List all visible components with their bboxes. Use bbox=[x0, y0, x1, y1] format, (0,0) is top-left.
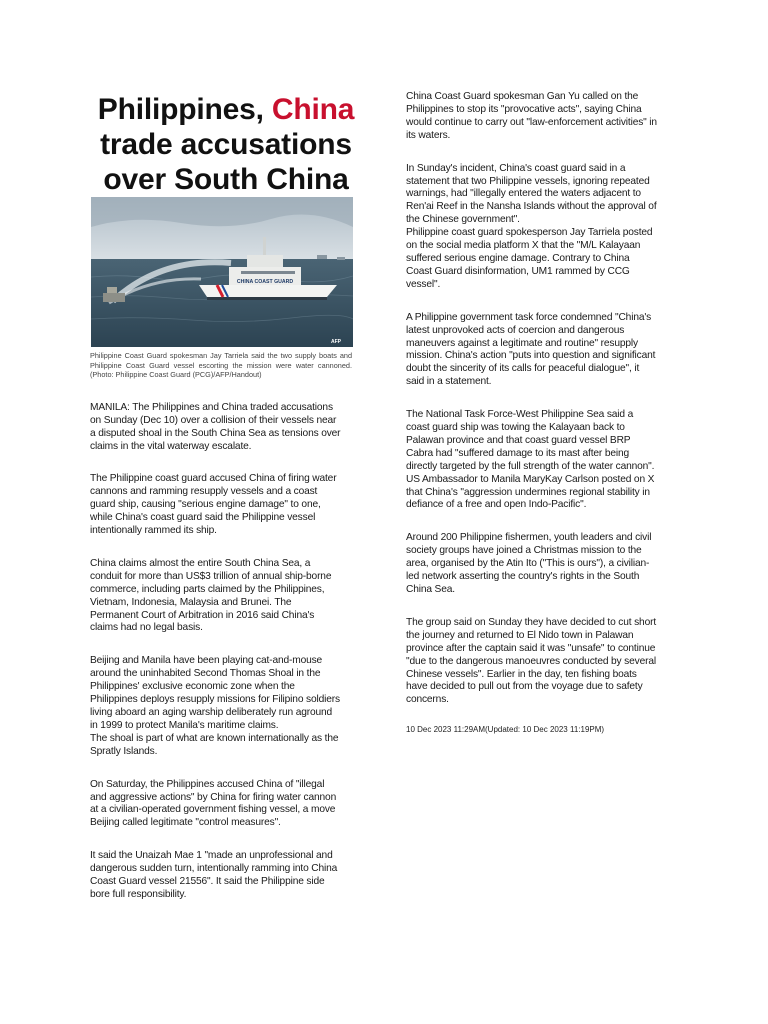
text-line: guard ship, causing "serious engine damage" to one, bbox=[90, 499, 321, 511]
paragraph bbox=[90, 850, 362, 902]
text-line: China Sea. bbox=[406, 584, 455, 595]
text-line: Around 200 Philippine fishermen, youth leaders and civil bbox=[406, 532, 652, 544]
text-line: that China's "aggression undermines regional stability in bbox=[406, 486, 650, 498]
text-line: claims had no legal basis. bbox=[90, 622, 203, 634]
text-line: area, organised by the Atin Ito ("This is ours"), a civilian- bbox=[406, 558, 650, 570]
text-line: have decided to pull out from the voyage due to safety bbox=[406, 681, 643, 693]
text-line: bore full responsibility. bbox=[90, 888, 187, 900]
text-line: warnings, had "illegally entered the waters adjacent to bbox=[406, 188, 641, 200]
text-line: dangerous sudden turn, intentionally ramming into China bbox=[90, 863, 338, 875]
text-line: Cabra had "suffered damage to its mast after being bbox=[406, 447, 630, 459]
text-line: living aboard an aging warship deliberately run aground bbox=[90, 707, 333, 718]
text-line: "due to the dangerous manoeuvres conducted by several bbox=[406, 655, 656, 667]
text-line: cannons and ramming resupply vessels and a coast bbox=[90, 486, 318, 498]
paragraph bbox=[406, 163, 680, 292]
paragraph bbox=[90, 779, 362, 831]
text-line: claims in the vital waterway escalate. bbox=[90, 440, 252, 452]
afp-watermark: AFP bbox=[331, 339, 341, 345]
text-line: MANILA: The Philippines and China traded accusations bbox=[90, 401, 333, 413]
text-line: latest unprovoked acts of coercion and dangerous bbox=[406, 324, 625, 336]
text-line: and aggressive actions" by China for firing water cannon bbox=[90, 791, 337, 803]
text-line: Chinese vessels". Earlier in the day, ten fishing boats bbox=[406, 668, 637, 680]
text-line: vessel". bbox=[406, 278, 441, 290]
text-line: Permanent Court of Arbitration in 2016 said China's bbox=[90, 609, 315, 621]
paragraph bbox=[90, 558, 362, 635]
text-line: mission. China's action "puts into question and significant bbox=[406, 350, 656, 362]
text-line: on the social media platform X that the "M/L Kalayaan bbox=[406, 240, 641, 252]
text-line: Philippines' exclusive economic zone when the bbox=[90, 681, 295, 693]
text-line: province after the captain said it was "unsafe" to continue bbox=[406, 642, 656, 654]
paragraph bbox=[406, 409, 680, 512]
right-column bbox=[406, 91, 680, 735]
text-line: intentionally rammed its ship. bbox=[90, 525, 217, 537]
text-line: in 1999 to protect Manila's maritime claims. bbox=[90, 719, 279, 731]
text-line: Palawan province and that coast guard vessel BRP bbox=[406, 434, 631, 446]
text-line: Philippines to stop its "provocative acts", saying China bbox=[406, 103, 642, 115]
text-line: on Sunday (Dec 10) over a collision of their vessels near bbox=[90, 414, 337, 426]
article-headline bbox=[90, 92, 362, 197]
text-line: The National Task Force-West Philippine Sea said a bbox=[406, 409, 634, 421]
left-column bbox=[90, 92, 362, 922]
text-line: Ren'ai Reef in the Nansha Islands without the approval of bbox=[406, 201, 657, 213]
text-line: said in a statement. bbox=[406, 376, 492, 388]
text-line: led network asserting the country's rights in the South bbox=[406, 571, 640, 583]
photo-illustration bbox=[91, 197, 353, 347]
text-line: directly targeted by the full strength of the water cannon". bbox=[406, 460, 655, 472]
text-line: China Coast Guard spokesman Gan Yu called on the bbox=[406, 91, 639, 102]
headline-part-1: Philippines, bbox=[97, 93, 272, 126]
text-line: society groups have joined a Christmas mission to the bbox=[406, 545, 642, 557]
text-line: Spratly Islands. bbox=[90, 745, 158, 757]
text-line: Beijing and Manila have been playing cat-and-mouse bbox=[90, 655, 323, 667]
text-line: maneuvers against a legitimate and routine" resupply bbox=[406, 337, 638, 349]
article-photo bbox=[91, 197, 353, 347]
text-line: On Saturday, the Philippines accused China of "illegal bbox=[90, 778, 325, 790]
paragraph bbox=[406, 312, 680, 389]
text-line: the journey and returned to El Nido town in Palawan bbox=[406, 629, 634, 641]
text-line: the Chinese government". bbox=[406, 214, 520, 226]
photo-caption: Philippine Coast Guard spokesman Jay Tarriela said the two supply boats and Philippine Coast Guard vessel escorting the mission were water cannoned. (Photo: Philippine Coast Guard (PCG)/AFP/Handout) bbox=[90, 351, 352, 380]
text-line: concerns. bbox=[406, 694, 449, 706]
text-line: coast guard ship was towing the Kalayaan back to bbox=[406, 422, 625, 434]
text-line: A Philippine government task force condemned "China's bbox=[406, 311, 652, 323]
text-line: defiance of a free and open Indo-Pacific". bbox=[406, 499, 587, 511]
text-line: a disputed shoal in the South China Sea as tensions over bbox=[90, 427, 341, 439]
paragraph bbox=[90, 402, 362, 454]
text-line: while China's coast guard said the Philippine vessel bbox=[90, 512, 316, 524]
text-line: The shoal is part of what are known internationally as the bbox=[90, 732, 339, 744]
text-line: commerce, including parts claimed by the Philippines, bbox=[90, 583, 325, 595]
text-line: China claims almost the entire South China Sea, a bbox=[90, 557, 311, 569]
text-line: its waters. bbox=[406, 129, 451, 141]
text-line: Beijing called legitimate "control measures". bbox=[90, 817, 281, 829]
text-line: In Sunday's incident, China's coast guard said in a bbox=[406, 162, 626, 174]
text-line: Philippines deploys resupply missions for Filipino soldiers bbox=[90, 694, 340, 706]
left-article-body bbox=[90, 402, 362, 902]
paragraph bbox=[406, 91, 680, 143]
text-line: Coast Guard disinformation, UM1 rammed by CCG bbox=[406, 265, 630, 277]
paragraph bbox=[90, 473, 362, 538]
text-line: Coast Guard vessel 21556". It said the Philippine side bbox=[90, 876, 325, 888]
paragraph bbox=[90, 655, 362, 758]
headline-accent: China bbox=[271, 93, 355, 126]
text-line: statement that two Philippine vessels, ignoring repeated bbox=[406, 175, 650, 187]
sea bbox=[91, 259, 353, 347]
text-line: The Philippine coast guard accused China of firing water bbox=[90, 473, 337, 485]
text-line: Philippine coast guard spokesperson Jay Tarriela posted bbox=[406, 227, 653, 239]
text-line: Vietnam, Indonesia, Malaysia and Brunei. The bbox=[90, 596, 292, 608]
ship-label: CHINA COAST GUARD bbox=[236, 279, 294, 285]
text-line: doubt the sincerity of its calls for peaceful dialogue", it bbox=[406, 363, 640, 375]
headline-part-2: trade accusations over South China bbox=[100, 128, 352, 196]
paragraph bbox=[406, 532, 680, 597]
text-line: suffered serious engine damage. Contrary to China bbox=[406, 252, 630, 264]
text-line: around the uninhabited Second Thomas Shoal in the bbox=[90, 668, 321, 680]
text-line: It said the Unaizah Mae 1 "made an unprofessional and bbox=[90, 850, 333, 862]
text-line: would continue to carry out "law-enforcement activities" in bbox=[406, 116, 657, 128]
text-line: The group said on Sunday they have decided to cut short bbox=[406, 616, 657, 628]
paragraph bbox=[406, 617, 680, 707]
article-timestamp: 10 Dec 2023 11:29AM(Updated: 10 Dec 2023 11:19PM) bbox=[406, 725, 605, 735]
text-line: US Ambassador to Manila MaryKay Carlson posted on X bbox=[406, 473, 655, 485]
text-line: at a civilian-operated government fishing vessel, a move bbox=[90, 804, 336, 816]
text-line: conduit for more than US$3 trillion of annual ship-borne bbox=[90, 570, 332, 582]
